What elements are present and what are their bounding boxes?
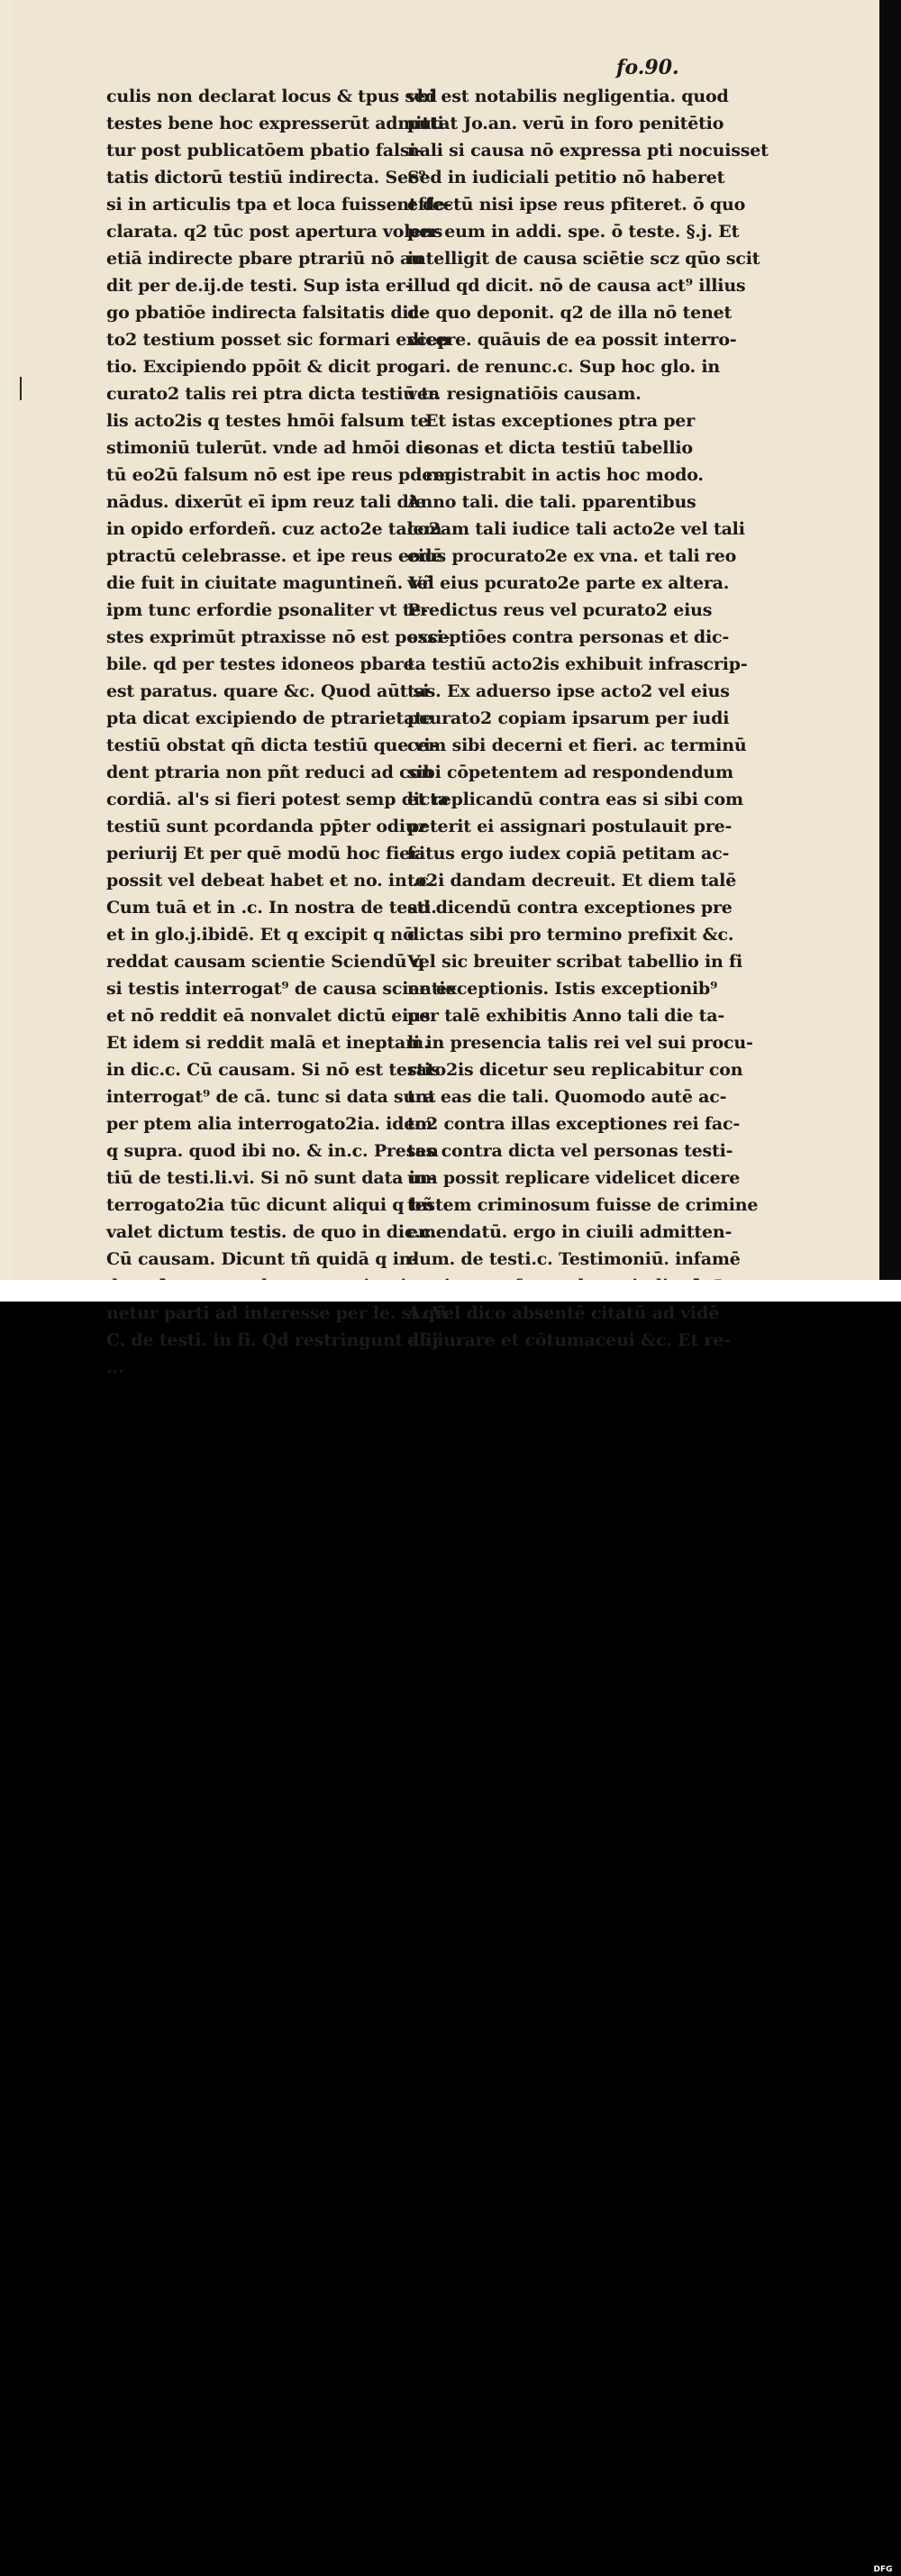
text-line: Predictus reus vel pcurato2 eius: [407, 600, 713, 620]
text-line: per eum in addi. spe. ō teste. §.j. Et: [407, 222, 740, 242]
text-line: per talē exhibitis Anno tali die ta-: [407, 1006, 725, 1026]
text-line: Et istas exceptiones ptra per: [425, 411, 696, 431]
text-line: interrogat⁹ de cā. tunc si data sunt: [106, 1087, 436, 1107]
text-line: dictas sibi pro termino prefixit &c.: [407, 925, 734, 945]
text-line: C. de testi. in fi. Qd restringunt alij: [106, 1330, 439, 1350]
text-line: fatus ergo iudex copiā petitam ac-: [407, 844, 730, 863]
text-line: tiū de testi.li.vi. Si nō sunt data in-: [106, 1168, 434, 1188]
text-line: netur parti ad interesse per le. si qñ: [106, 1303, 448, 1323]
folio-number: fo.90.: [616, 56, 679, 79]
text-column-right: [407, 83, 769, 1354]
text-line: tas contra dicta vel personas testi-: [407, 1141, 733, 1161]
text-line: to2 testium posset sic formari excep: [106, 330, 450, 350]
text-line: ver. resignatiōis causam.: [407, 384, 642, 404]
text-line: go pbatiōe indirecta falsitatis dic-: [106, 303, 426, 323]
text-line: testem criminosum fuisse de crimine: [407, 1195, 759, 1215]
text-line: valet dictum testis. de quo in dic.c.: [106, 1222, 437, 1242]
text-line: exceptiōes contra personas et dic-: [407, 627, 730, 647]
text-line: li in presencia talis rei vel sui procu-: [407, 1033, 753, 1053]
scan-background: [879, 0, 901, 1280]
text-line: intelligit de causa sciētie scz qūo scit: [407, 249, 760, 269]
text-line: nali si causa nō expressa pti nocuisset: [407, 141, 769, 160]
text-line: pta dicat excipiendo de ptrarietate: [106, 708, 433, 728]
text-line: Et idem si reddit malā et ineptam.: [106, 1033, 430, 1053]
text-line: um possit replicare videlicet dicere: [407, 1168, 741, 1188]
text-line: bile. qd per testes idoneos pbare: [106, 654, 414, 674]
text-line: emendatū. ergo in ciuili admitten-: [407, 1222, 733, 1242]
text-line: culis non declarat locus & tpus sed: [106, 87, 437, 106]
text-line: testiū sunt pcordanda pp̄ter odiuz: [106, 817, 428, 836]
text-line: clarata. q2 tūc post apertura volens: [106, 222, 443, 242]
text-line: putat Jo.an. verū in foro penitētio: [407, 114, 724, 133]
text-line: sonas et dicta testiū tabellio: [425, 438, 693, 458]
text-line: to2i dandam decreuit. Et diem talē: [407, 871, 737, 891]
text-line: Anno tali. die tali. pparentibus: [407, 492, 696, 512]
text-line: dit per de.ij.de testi. Sup ista er-: [106, 276, 413, 296]
text-line: rato2is dicetur seu replicabitur con: [407, 1060, 743, 1080]
text-line: in dic.c. Cū causam. Si nō est testis: [106, 1060, 441, 1080]
text-line: tas. Ex aduerso ipse acto2 vel eius: [407, 681, 730, 701]
text-line: etiā indirecte pbare ptrariū nō au: [106, 249, 423, 269]
manuscript-page: [13, 0, 879, 1377]
text-line: sibi cōpetentem ad respondendum: [407, 763, 733, 782]
text-line: testes bene hoc expresserūt admitti: [106, 114, 444, 133]
text-line: reddat causam scientie Sciendū q: [106, 952, 424, 972]
left-page-edge: [0, 0, 13, 1302]
text-line: testiū obstat qñ dicta testiū que vi-: [106, 735, 438, 755]
text-line: per ptem alia interrogato2ia. idem: [106, 1114, 433, 1134]
text-line: effectū nisi ipse reus pfiteret. ō quo: [407, 195, 746, 215]
text-line: dicere. quāuis de ea possit interro-: [407, 330, 737, 350]
text-line: in opido erfordeñ. cuz acto2e talem: [106, 519, 442, 539]
text-line: nādus. dixerūt eī ipm reuz tali die: [106, 492, 426, 512]
text-line: dū iurare et cōtumaceui &c. Et re-: [407, 1330, 731, 1350]
text-line: stimoniū tulerūt. vnde ad hmōi dic: [106, 438, 434, 458]
text-line: to2 contra illas exceptiones rei fac-: [407, 1114, 741, 1134]
text-line: registrabit in actis hoc modo.: [425, 465, 704, 485]
text-line: de quo deponit. q2 de illa nō tenet: [407, 303, 733, 323]
text-line: cordiā. al's si fieri potest semp dicta: [106, 790, 449, 809]
text-line: ad dicendū contra exceptiones pre: [407, 898, 733, 918]
text-line: q supra. quod ibi no. & in.c. Presen: [106, 1141, 439, 1161]
text-line: tū eo2ū falsum nō est ipe reus pdem: [106, 465, 451, 485]
text-line: die fuit in ciuitate maguntineñ. Vñ: [106, 573, 434, 593]
binding-mark: [20, 377, 22, 400]
text-line: periurij Et per quē modū hoc fieri: [106, 844, 425, 863]
text-line: tio. Excipiendo ppōit & dicit pro: [106, 357, 408, 377]
text-line: stes exprimūt ptraxisse nō est possi-: [106, 627, 450, 647]
text-line: Sed in iudiciali petitio nō haberet: [407, 168, 725, 187]
text-line: est paratus. quare &c. Quod aūt si: [106, 681, 430, 701]
text-line: ta testiū acto2is exhibuit infrascrip-: [407, 654, 748, 674]
text-column-left: [106, 83, 457, 1381]
text-line: ptractū celebrasse. et ipe reus eodē: [106, 546, 443, 566]
text-line: si in articulis tpa et loca fuissent de-: [106, 195, 452, 215]
text-line: pcurato2 copiam ipsarum per iudi: [407, 708, 730, 728]
funding-note: Digitalisierung gefördert durch die Deutsche Forschungsgemeinschaft -: [510, 2564, 865, 2576]
text-line: lis acto2is q testes hmōi falsum te: [106, 411, 429, 431]
text-line: Cum tuā et in .c. In nostra de testi.: [106, 898, 437, 918]
text-line: tur post publicatōem pbatio falsi-: [106, 141, 423, 160]
text-line: et replicandū contra eas si sibi com: [407, 790, 743, 809]
text-line: et nō reddit eā nonvalet dictū eius: [106, 1006, 431, 1026]
text-line: dum. de testi.c. Testimoniū. infamē: [407, 1249, 741, 1269]
text-line: ...: [106, 1357, 124, 1377]
text-line: tatis dictorū testiū indirecta. Sec⁹: [106, 168, 426, 187]
text-line: Cū causam. Dicunt tñ quidā q in-: [106, 1249, 419, 1269]
text-line: dent ptraria non pñt reduci ad con: [106, 763, 433, 782]
text-line: et in glo.j.ibidē. Et q excipit q nō: [106, 925, 414, 945]
text-line: A. Vel dico absentē citatū ad vidē: [407, 1303, 720, 1323]
text-line: possit vel debeat habet et no. in .c.: [106, 871, 435, 891]
text-line: ne exceptionis. Istis exceptionib⁹: [407, 979, 718, 999]
text-line: vel eius pcurato2e parte ex altera.: [407, 573, 730, 593]
text-line: co2am tali iudice tali acto2e vel tali: [407, 519, 745, 539]
text-line: ipm tunc erfordie psonaliter vt te-: [106, 600, 428, 620]
text-line: cem sibi decerni et fieri. ac terminū: [407, 735, 747, 755]
dfg-logo-icon: DFG: [869, 2563, 897, 2576]
text-line: eius procurato2e ex vna. et tali reo: [407, 546, 737, 566]
text-line: vbi est notabilis negligentia. quod: [407, 87, 729, 106]
text-line: si testis interrogat⁹ de causa scientie: [106, 979, 457, 999]
text-line: illud qd dicit. nō de causa act⁹ illius: [407, 276, 746, 296]
text-line: tra eas die tali. Quomodo autē ac-: [407, 1087, 727, 1107]
text-line: terrogato2ia tūc dicunt aliqui q bñ: [106, 1195, 434, 1215]
text-line: gari. de renunc.c. Sup hoc glo. in: [407, 357, 720, 377]
text-line: peterit ei assignari postulauit pre-: [407, 817, 733, 836]
text-line: Vel sic breuiter scribat tabellio in fi: [407, 952, 743, 972]
text-line: curato2 talis rei ptra dicta testiū ta: [106, 384, 440, 404]
